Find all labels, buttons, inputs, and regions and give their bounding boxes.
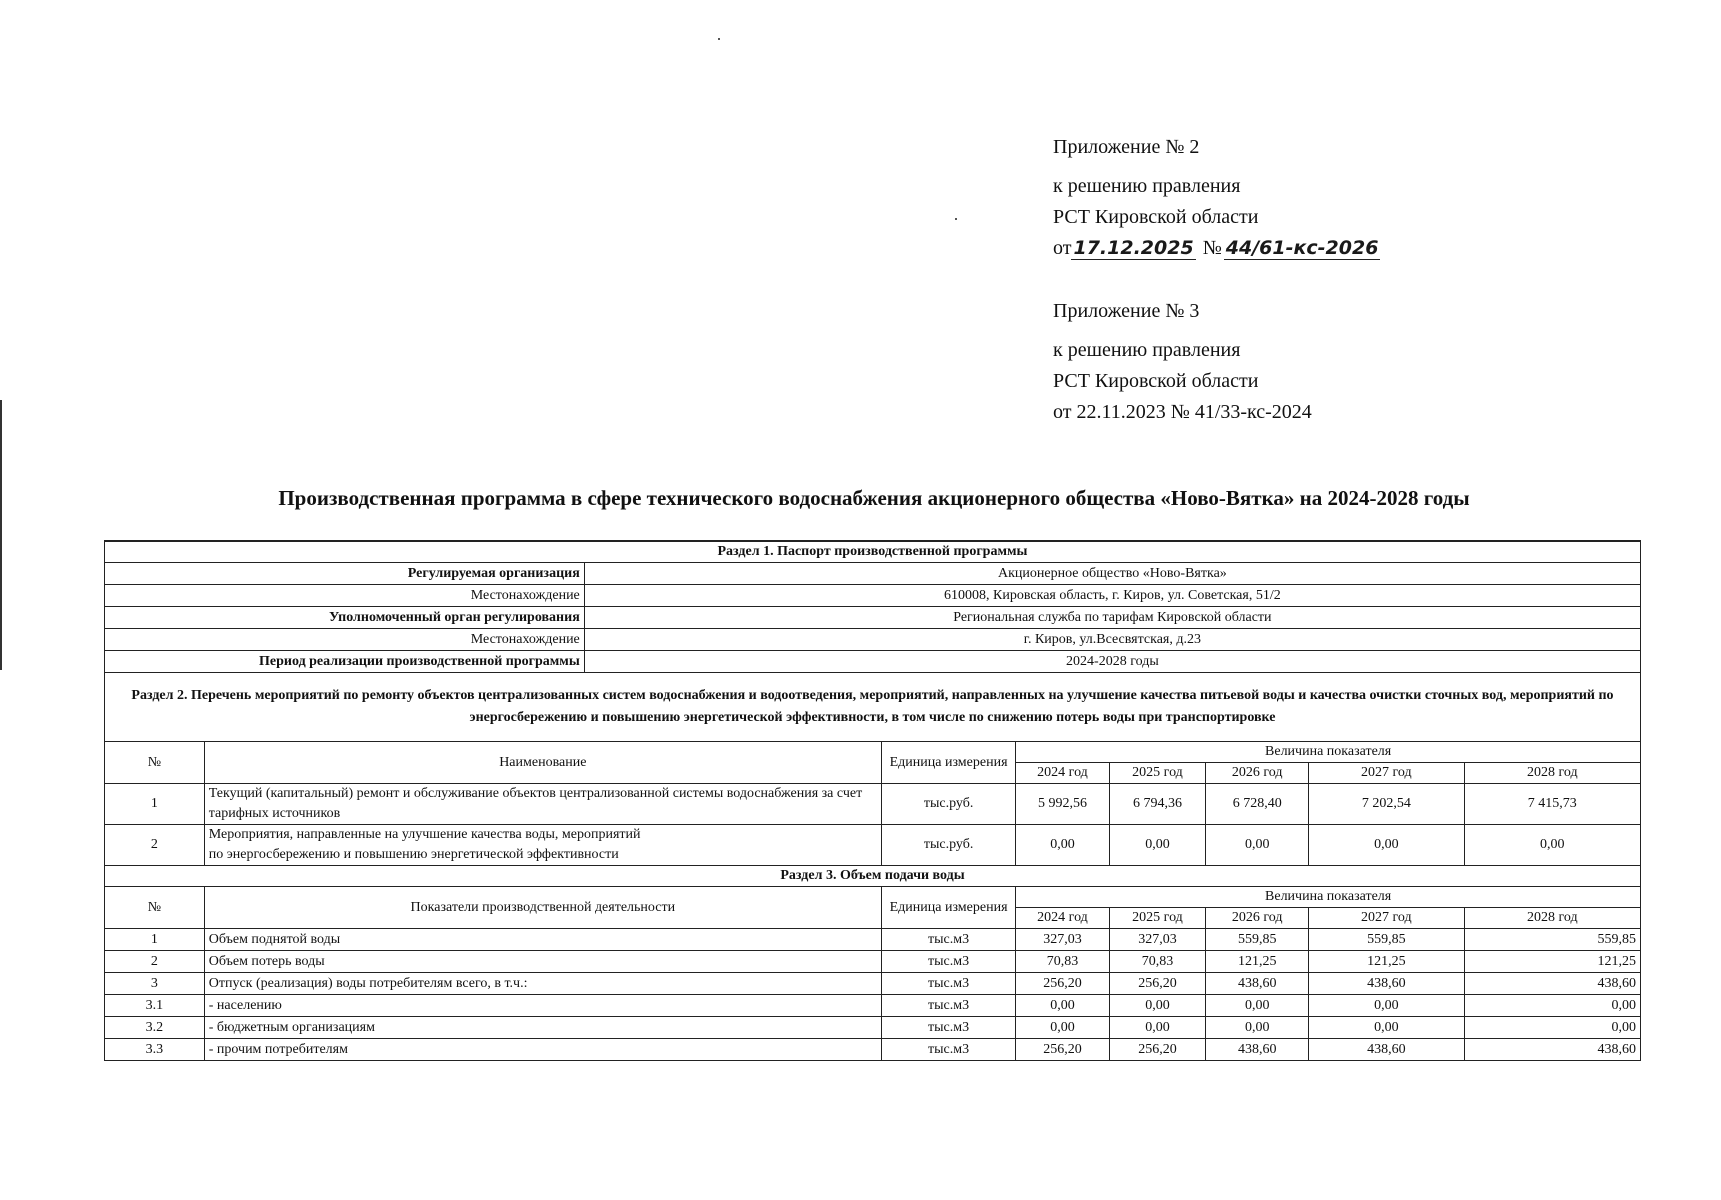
col-header-value: Величина показателя: [1016, 887, 1641, 908]
row-unit: тыс.руб.: [881, 784, 1015, 825]
year-header: 2024 год: [1016, 908, 1109, 929]
col-header-name: Наименование: [204, 742, 881, 784]
row-value: 438,60: [1309, 1039, 1464, 1061]
row-name-line: по энергосбережению и повышению энергетической эффективности: [208, 847, 619, 862]
row-value: 256,20: [1016, 1039, 1109, 1061]
passport-label: Уполномоченный орган регулирования: [105, 607, 585, 629]
row-value: 0,00: [1309, 1017, 1464, 1039]
row-value: 0,00: [1016, 1017, 1109, 1039]
row-name: - населению: [204, 995, 881, 1017]
scan-edge-mark: [0, 400, 2, 670]
row-value: 0,00: [1016, 825, 1109, 866]
row-unit: тыс.руб.: [881, 825, 1015, 866]
section2-column-header: [105, 742, 1641, 763]
scan-speck: [718, 38, 720, 40]
production-program-table: [104, 540, 1641, 1061]
table-row: [105, 951, 1641, 973]
row-value: 438,60: [1309, 973, 1464, 995]
year-header: 2025 год: [1109, 908, 1206, 929]
row-name: - бюджетным организациям: [204, 1017, 881, 1039]
table-row: [105, 784, 1641, 825]
appendix-3-line2: РСТ Кировской области: [1053, 370, 1259, 392]
row-unit: тыс.м3: [881, 951, 1015, 973]
row-value: 70,83: [1109, 951, 1206, 973]
passport-label: Местонахождение: [105, 629, 585, 651]
appendix-2-line1: к решению правления: [1053, 175, 1241, 197]
row-value: 6 728,40: [1206, 784, 1309, 825]
appendix-2-line2: РСТ Кировской области: [1053, 206, 1259, 228]
passport-label: Местонахождение: [105, 585, 585, 607]
number-prefix: №: [1202, 237, 1222, 259]
year-header: 2026 год: [1206, 763, 1309, 784]
section3-column-header: [105, 887, 1641, 908]
table-row: [105, 825, 1641, 866]
passport-row: [105, 585, 1641, 607]
year-header: 2027 год: [1309, 763, 1464, 784]
row-unit: тыс.м3: [881, 973, 1015, 995]
row-unit: тыс.м3: [881, 1039, 1015, 1061]
row-name: - прочим потребителям: [204, 1039, 881, 1061]
col-header-num: №: [105, 887, 205, 929]
passport-label: Период реализации производственной программы: [105, 651, 585, 673]
section1-title: Раздел 1. Паспорт производственной программы: [105, 541, 1641, 563]
row-unit: тыс.м3: [881, 995, 1015, 1017]
row-value: 121,25: [1464, 951, 1640, 973]
appendix-3-line3: от 22.11.2023 № 41/33-кс-2024: [1053, 401, 1312, 423]
row-name: Объем поднятой воды: [204, 929, 881, 951]
row-value: 559,85: [1206, 929, 1309, 951]
passport-value: 2024-2028 годы: [584, 651, 1640, 673]
year-header: 2025 год: [1109, 763, 1206, 784]
row-value: 0,00: [1109, 1017, 1206, 1039]
passport-row: [105, 651, 1641, 673]
row-value: 0,00: [1464, 1017, 1640, 1039]
appendix-3-block: [1053, 296, 1312, 428]
row-value: 7 202,54: [1309, 784, 1464, 825]
row-num: 2: [105, 951, 205, 973]
handwritten-date: 17.12.2025: [1073, 237, 1194, 259]
year-header: 2026 год: [1206, 908, 1309, 929]
row-value: 0,00: [1464, 995, 1640, 1017]
section2-title: Раздел 2. Перечень мероприятий по ремонту объектов централизованных систем водоснабжения и водоотведения, мероприятий, направленных на улучшение качества питьевой воды и качества очистки сточных вод, мероприятий по энергосбережению и повышению энергетической эффективности, в том числе по снижению потерь воды при транспортировке: [105, 673, 1641, 742]
passport-row: [105, 607, 1641, 629]
row-value: 256,20: [1109, 973, 1206, 995]
passport-row: [105, 563, 1641, 585]
appendix-2-date-line: [1053, 233, 1380, 264]
section3-title: Раздел 3. Объем подачи воды: [105, 866, 1641, 887]
table-row: [105, 1017, 1641, 1039]
col-header-num: №: [105, 742, 205, 784]
passport-value: 610008, Кировская область, г. Киров, ул. Советская, 51/2: [584, 585, 1640, 607]
row-num: 3: [105, 973, 205, 995]
table-row: [105, 995, 1641, 1017]
row-value: 0,00: [1309, 825, 1464, 866]
row-value: 121,25: [1309, 951, 1464, 973]
handwritten-number: 44/61-кс-2026: [1225, 237, 1379, 259]
row-value: 0,00: [1109, 995, 1206, 1017]
passport-value: Акционерное общество «Ново-Вятка»: [584, 563, 1640, 585]
passport-row: [105, 629, 1641, 651]
row-value: 7 415,73: [1464, 784, 1640, 825]
row-num: 1: [105, 929, 205, 951]
row-value: 256,20: [1016, 973, 1109, 995]
row-value: 0,00: [1464, 825, 1640, 866]
row-name: [204, 825, 881, 866]
appendix-2-title: Приложение № 2: [1053, 136, 1200, 158]
year-header: 2028 год: [1464, 908, 1640, 929]
col-header-unit: Единица измерения: [881, 887, 1015, 929]
row-value: 0,00: [1309, 995, 1464, 1017]
row-value: 6 794,36: [1109, 784, 1206, 825]
col-header-value: Величина показателя: [1016, 742, 1641, 763]
row-name: Отпуск (реализация) воды потребителям всего, в т.ч.:: [204, 973, 881, 995]
row-value: 327,03: [1109, 929, 1206, 951]
row-num: 2: [105, 825, 205, 866]
section1-header-row: [105, 541, 1641, 563]
year-header: 2028 год: [1464, 763, 1640, 784]
table-row: [105, 973, 1641, 995]
row-name: Текущий (капитальный) ремонт и обслуживание объектов централизованной системы водоснабжения за счет тарифных источников: [204, 784, 881, 825]
appendix-3-line1: к решению правления: [1053, 339, 1241, 361]
row-value: 327,03: [1016, 929, 1109, 951]
table-row: [105, 1039, 1641, 1061]
appendix-2-block: [1053, 132, 1380, 264]
row-value: 438,60: [1206, 973, 1309, 995]
row-value: 0,00: [1016, 995, 1109, 1017]
row-num: 1: [105, 784, 205, 825]
row-value: 438,60: [1464, 1039, 1640, 1061]
passport-label: Регулируемая организация: [105, 563, 585, 585]
year-header: 2027 год: [1309, 908, 1464, 929]
row-num: 3.3: [105, 1039, 205, 1061]
row-value: 559,85: [1464, 929, 1640, 951]
appendix-3-title: Приложение № 3: [1053, 300, 1200, 322]
passport-value: Региональная служба по тарифам Кировской области: [584, 607, 1640, 629]
scan-speck: [955, 218, 957, 220]
document-title: Производственная программа в сфере технического водоснабжения акционерного общества «Ново-Вятка» на 2024-2028 годы: [278, 486, 1470, 510]
row-num: 3.2: [105, 1017, 205, 1039]
passport-value: г. Киров, ул.Всесвятская, д.23: [584, 629, 1640, 651]
table-row: [105, 929, 1641, 951]
row-value: 0,00: [1109, 825, 1206, 866]
row-value: 438,60: [1206, 1039, 1309, 1061]
row-value: 0,00: [1206, 825, 1309, 866]
year-header: 2024 год: [1016, 763, 1109, 784]
row-value: 559,85: [1309, 929, 1464, 951]
row-num: 3.1: [105, 995, 205, 1017]
row-value: 121,25: [1206, 951, 1309, 973]
date-prefix: от: [1053, 237, 1072, 259]
section3-header-row: [105, 866, 1641, 887]
section2-header-row: [105, 673, 1641, 742]
row-unit: тыс.м3: [881, 1017, 1015, 1039]
row-value: 5 992,56: [1016, 784, 1109, 825]
col-header-unit: Единица измерения: [881, 742, 1015, 784]
row-value: 0,00: [1206, 995, 1309, 1017]
row-value: 0,00: [1206, 1017, 1309, 1039]
row-value: 70,83: [1016, 951, 1109, 973]
row-value: 438,60: [1464, 973, 1640, 995]
col-header-name: Показатели производственной деятельности: [204, 887, 881, 929]
row-name-line: Мероприятия, направленные на улучшение качества воды, мероприятий: [208, 827, 641, 842]
row-unit: тыс.м3: [881, 929, 1015, 951]
row-value: 256,20: [1109, 1039, 1206, 1061]
row-name: Объем потерь воды: [204, 951, 881, 973]
